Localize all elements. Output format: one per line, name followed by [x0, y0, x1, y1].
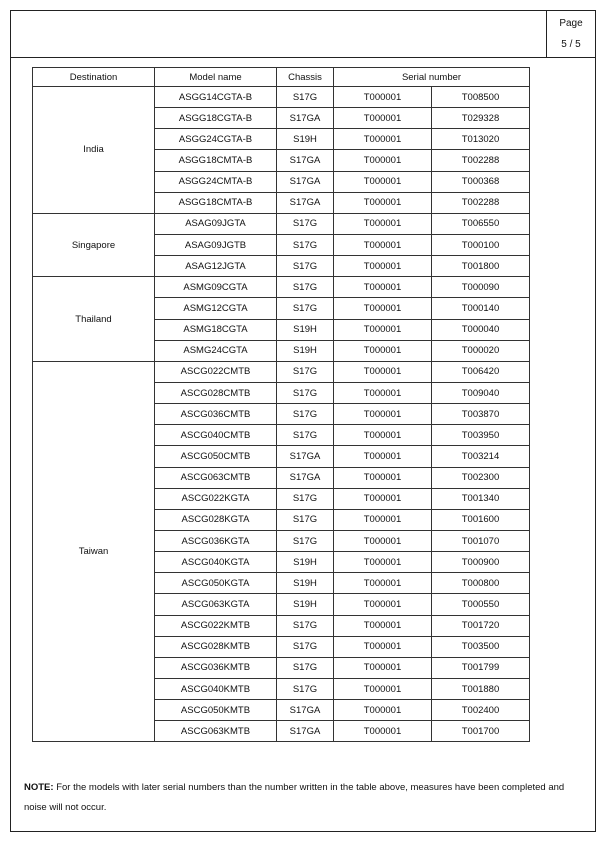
- chassis-cell: S19H: [277, 573, 334, 594]
- serial-to-cell: T000040: [432, 319, 530, 340]
- serial-to-cell: T001600: [432, 509, 530, 530]
- model-name-cell: ASMG09CGTA: [155, 277, 277, 298]
- serial-from-cell: T000001: [334, 404, 432, 425]
- model-name-cell: ASCG063KMTB: [155, 721, 277, 742]
- chassis-cell: S17GA: [277, 700, 334, 721]
- chassis-cell: S17G: [277, 298, 334, 319]
- model-name-cell: ASCG022KMTB: [155, 615, 277, 636]
- serial-to-cell: T002300: [432, 467, 530, 488]
- model-name-cell: ASGG24CGTA-B: [155, 129, 277, 150]
- serial-from-cell: T000001: [334, 425, 432, 446]
- chassis-cell: S17G: [277, 509, 334, 530]
- serial-from-cell: T000001: [334, 382, 432, 403]
- model-name-cell: ASCG036KGTA: [155, 530, 277, 551]
- chassis-cell: S17G: [277, 636, 334, 657]
- model-name-cell: ASCG063CMTB: [155, 467, 277, 488]
- serial-to-cell: T002288: [432, 150, 530, 171]
- chassis-cell: S17G: [277, 615, 334, 636]
- serial-from-cell: T000001: [334, 552, 432, 573]
- serial-from-cell: T000001: [334, 636, 432, 657]
- destination-cell: India: [33, 87, 155, 214]
- model-name-cell: ASGG24CMTA-B: [155, 171, 277, 192]
- model-name-cell: ASCG050KMTB: [155, 700, 277, 721]
- table-row: [33, 277, 530, 298]
- serial-to-cell: T001880: [432, 678, 530, 699]
- page-number: 5 / 5: [561, 39, 581, 50]
- serial-to-cell: T000368: [432, 171, 530, 192]
- chassis-cell: S17G: [277, 87, 334, 108]
- serial-from-cell: T000001: [334, 361, 432, 382]
- chassis-cell: S17GA: [277, 192, 334, 213]
- page-number-box: [546, 11, 595, 57]
- serial-from-cell: T000001: [334, 509, 432, 530]
- serial-to-cell: T029328: [432, 108, 530, 129]
- serial-to-cell: T002400: [432, 700, 530, 721]
- model-name-cell: ASCG040KGTA: [155, 552, 277, 573]
- serial-from-cell: T000001: [334, 319, 432, 340]
- chassis-cell: S17G: [277, 530, 334, 551]
- serial-from-cell: T000001: [334, 129, 432, 150]
- serial-from-cell: T000001: [334, 530, 432, 551]
- table-body: [33, 87, 530, 742]
- serial-to-cell: T000100: [432, 234, 530, 255]
- serial-from-cell: T000001: [334, 678, 432, 699]
- chassis-cell: S17G: [277, 382, 334, 403]
- serial-from-cell: T000001: [334, 594, 432, 615]
- chassis-cell: S17GA: [277, 171, 334, 192]
- model-name-cell: ASGG18CMTA-B: [155, 192, 277, 213]
- model-name-cell: ASMG18CGTA: [155, 319, 277, 340]
- serial-from-cell: T000001: [334, 488, 432, 509]
- model-name-cell: ASMG24CGTA: [155, 340, 277, 361]
- destination-cell: Thailand: [33, 277, 155, 362]
- model-name-cell: ASCG050KGTA: [155, 573, 277, 594]
- chassis-cell: S17G: [277, 404, 334, 425]
- serial-to-cell: T001700: [432, 721, 530, 742]
- serial-from-cell: T000001: [334, 256, 432, 277]
- chassis-cell: S17GA: [277, 467, 334, 488]
- serial-to-cell: T001720: [432, 615, 530, 636]
- chassis-cell: S17G: [277, 234, 334, 255]
- chassis-cell: S17G: [277, 361, 334, 382]
- chassis-cell: S17GA: [277, 108, 334, 129]
- serial-from-cell: T000001: [334, 192, 432, 213]
- table-row: [33, 361, 530, 382]
- model-name-cell: ASMG12CGTA: [155, 298, 277, 319]
- note-text: For the models with later serial numbers than the number written in the table above, measures have been completed and noise will not occur.: [24, 782, 565, 813]
- model-name-cell: ASCG028KMTB: [155, 636, 277, 657]
- serial-from-cell: T000001: [334, 573, 432, 594]
- serial-to-cell: T006420: [432, 361, 530, 382]
- destination-cell: Taiwan: [33, 361, 155, 742]
- serial-to-cell: T008500: [432, 87, 530, 108]
- serial-from-cell: T000001: [334, 277, 432, 298]
- serial-from-cell: T000001: [334, 467, 432, 488]
- serial-to-cell: T000550: [432, 594, 530, 615]
- serial-to-cell: T001799: [432, 657, 530, 678]
- serial-to-cell: T006550: [432, 213, 530, 234]
- model-name-cell: ASCG028KGTA: [155, 509, 277, 530]
- serial-from-cell: T000001: [334, 700, 432, 721]
- model-name-cell: ASCG022KGTA: [155, 488, 277, 509]
- page-header: [11, 11, 595, 58]
- serial-from-cell: T000001: [334, 721, 432, 742]
- model-name-cell: ASCG063KGTA: [155, 594, 277, 615]
- serial-to-cell: T000020: [432, 340, 530, 361]
- serial-from-cell: T000001: [334, 340, 432, 361]
- footnote: [24, 778, 584, 818]
- serial-from-cell: T000001: [334, 150, 432, 171]
- serial-to-cell: T000090: [432, 277, 530, 298]
- serial-from-cell: T000001: [334, 108, 432, 129]
- model-name-cell: ASCG036KMTB: [155, 657, 277, 678]
- model-name-cell: ASCG050CMTB: [155, 446, 277, 467]
- chassis-cell: S17GA: [277, 150, 334, 171]
- header-destination: Destination: [33, 68, 155, 87]
- serial-to-cell: T000900: [432, 552, 530, 573]
- chassis-cell: S17G: [277, 488, 334, 509]
- serial-from-cell: T000001: [334, 615, 432, 636]
- model-name-cell: ASGG18CMTA-B: [155, 150, 277, 171]
- model-name-cell: ASCG040CMTB: [155, 425, 277, 446]
- serial-from-cell: T000001: [334, 657, 432, 678]
- serial-from-cell: T000001: [334, 171, 432, 192]
- serial-to-cell: T000140: [432, 298, 530, 319]
- table-header-row: [33, 68, 530, 87]
- serial-to-cell: T013020: [432, 129, 530, 150]
- serial-from-cell: T000001: [334, 213, 432, 234]
- chassis-cell: S17G: [277, 425, 334, 446]
- chassis-cell: S17G: [277, 277, 334, 298]
- serial-from-cell: T000001: [334, 234, 432, 255]
- model-name-cell: ASGG18CGTA-B: [155, 108, 277, 129]
- table-row: [33, 213, 530, 234]
- serial-from-cell: T000001: [334, 87, 432, 108]
- serial-to-cell: T000800: [432, 573, 530, 594]
- header-serial-number: Serial number: [334, 68, 530, 87]
- serial-to-cell: T002288: [432, 192, 530, 213]
- model-name-cell: ASAG12JGTA: [155, 256, 277, 277]
- serial-to-cell: T003870: [432, 404, 530, 425]
- note-label: NOTE:: [24, 782, 54, 793]
- serial-from-cell: T000001: [334, 446, 432, 467]
- destination-cell: Singapore: [33, 213, 155, 276]
- chassis-cell: S17GA: [277, 446, 334, 467]
- model-name-cell: ASAG09JGTB: [155, 234, 277, 255]
- serial-to-cell: T001800: [432, 256, 530, 277]
- serial-to-cell: T001340: [432, 488, 530, 509]
- model-name-cell: ASCG022CMTB: [155, 361, 277, 382]
- header-model-name: Model name: [155, 68, 277, 87]
- chassis-cell: S17G: [277, 213, 334, 234]
- model-name-cell: ASCG036CMTB: [155, 404, 277, 425]
- chassis-cell: S17G: [277, 678, 334, 699]
- table-row: [33, 87, 530, 108]
- chassis-cell: S19H: [277, 552, 334, 573]
- model-name-cell: ASAG09JGTA: [155, 213, 277, 234]
- chassis-cell: S19H: [277, 340, 334, 361]
- chassis-cell: S19H: [277, 594, 334, 615]
- serial-to-cell: T003950: [432, 425, 530, 446]
- model-name-cell: ASCG028CMTB: [155, 382, 277, 403]
- serial-to-cell: T009040: [432, 382, 530, 403]
- serial-to-cell: T003214: [432, 446, 530, 467]
- serial-to-cell: T001070: [432, 530, 530, 551]
- serial-to-cell: T003500: [432, 636, 530, 657]
- serial-from-cell: T000001: [334, 298, 432, 319]
- serial-number-table: [32, 67, 530, 742]
- chassis-cell: S17G: [277, 657, 334, 678]
- header-chassis: Chassis: [277, 68, 334, 87]
- chassis-cell: S19H: [277, 129, 334, 150]
- model-name-cell: ASGG14CGTA-B: [155, 87, 277, 108]
- chassis-cell: S17G: [277, 256, 334, 277]
- model-name-cell: ASCG040KMTB: [155, 678, 277, 699]
- chassis-cell: S17GA: [277, 721, 334, 742]
- chassis-cell: S19H: [277, 319, 334, 340]
- page-label: Page: [559, 18, 583, 29]
